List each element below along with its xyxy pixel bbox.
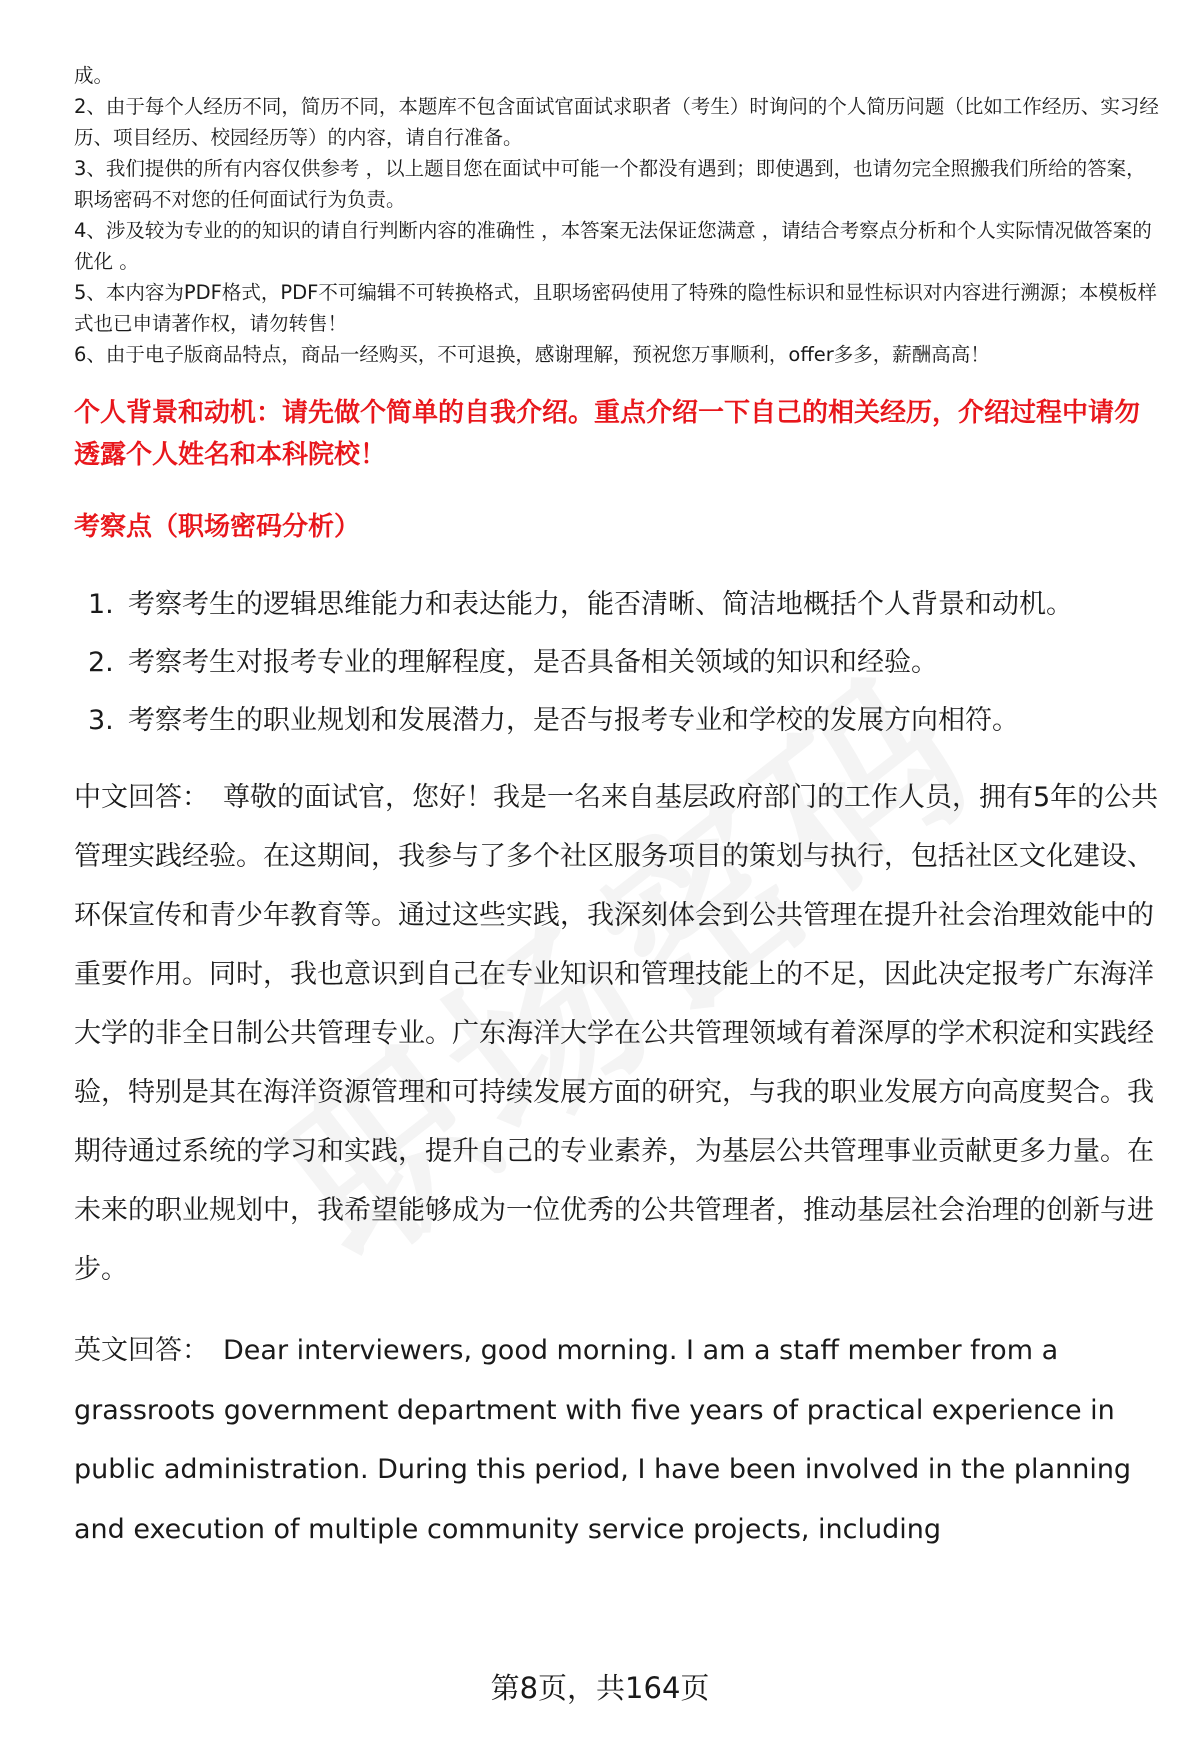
english-answer [74, 1321, 1160, 1559]
list-item-number: 3. [88, 705, 114, 736]
chinese-answer [74, 768, 1160, 1299]
note-item: 2、由于每个人经历不同，简历不同，本题库不包含面试官面试求职者（考生）时询问的个人简历问题（比如工作经历、实习经历、项目经历、校园经历等）的内容，请自行准备。 [74, 95, 1159, 149]
page-number-footer: 第8页，共164页 [490, 1671, 710, 1705]
note-item: 4、涉及较为专业的的知识的请自行判断内容的准确性 ，本答案无法保证您满意 ，请结合考察点分析和个人实际情况做答案的优化 。 [74, 219, 1152, 273]
list-item-number: 2. [88, 647, 114, 678]
list-item [74, 634, 1160, 692]
points-heading: 考察点（职场密码分析） [74, 512, 361, 542]
english-answer-text: Dear interviewers, good morning. I am a staff member from a grassroots government department with five years of practical experience in public administration. During this period, I have been involved in the planning and execution of multiple community service projects, including [74, 1335, 1132, 1545]
list-item-text: 考察考生的逻辑思维能力和表达能力，能否清晰、简洁地概括个人背景和动机。 [128, 589, 1073, 620]
english-answer-label: 英文回答： [74, 1335, 209, 1366]
note-item: 3、我们提供的所有内容仅供参考 ，以上题目您在面试中可能一个都没有遇到；即使遇到，也请勿完全照搬我们所给的答案，职场密码不对您的任何面试行为负责。 [74, 157, 1146, 211]
note-item: 6、由于电子版商品特点，商品一经购买，不可退换，感谢理解，预祝您万事顺利，offer多多，薪酬高高！ [74, 343, 990, 366]
notes-section [74, 60, 1160, 370]
list-item [74, 692, 1160, 750]
page-content [74, 60, 1160, 1559]
note-item: 成。 [74, 64, 114, 87]
note-item: 5、本内容为PDF格式，PDF不可编辑不可转换格式，且职场密码使用了特殊的隐性标识和显性标识对内容进行溯源；本模板样式也已申请著作权，请勿转售！ [74, 281, 1157, 335]
chinese-answer-text: 尊敬的面试官，您好！我是一名来自基层政府部门的工作人员，拥有5年的公共管理实践经验。在这期间，我参与了多个社区服务项目的策划与执行，包括社区文化建设、环保宣传和青少年教育等。通过这些实践，我深刻体会到公共管理在提升社会治理效能中的重要作用。同时，我也意识到自己在专业知识和管理技能上的不足，因此决定报考广东海洋大学的非全日制公共管理专业。广东海洋大学在公共管理领域有着深厚的学术积淀和实践经验，特别是其在海洋资源管理和可持续发展方面的研究，与我的职业发展方向高度契合。我期待通过系统的学习和实践，提升自己的专业素养，为基层公共管理事业贡献更多力量。在未来的职业规划中，我希望能够成为一位优秀的公共管理者，推动基层社会治理的创新与进步。 [74, 782, 1159, 1285]
list-item-text: 考察考生对报考专业的理解程度，是否具备相关领域的知识和经验。 [128, 647, 938, 678]
list-item-number: 1. [88, 589, 114, 620]
list-item [74, 576, 1160, 634]
question-heading: 个人背景和动机：请先做个简单的自我介绍。重点介绍一下自己的相关经历，介绍过程中请勿透露个人姓名和本科院校！ [74, 398, 1141, 470]
chinese-answer-label: 中文回答： [74, 782, 209, 813]
list-item-text: 考察考生的职业规划和发展潜力，是否与报考专业和学校的发展方向相符。 [128, 705, 1019, 736]
points-list [74, 576, 1160, 750]
